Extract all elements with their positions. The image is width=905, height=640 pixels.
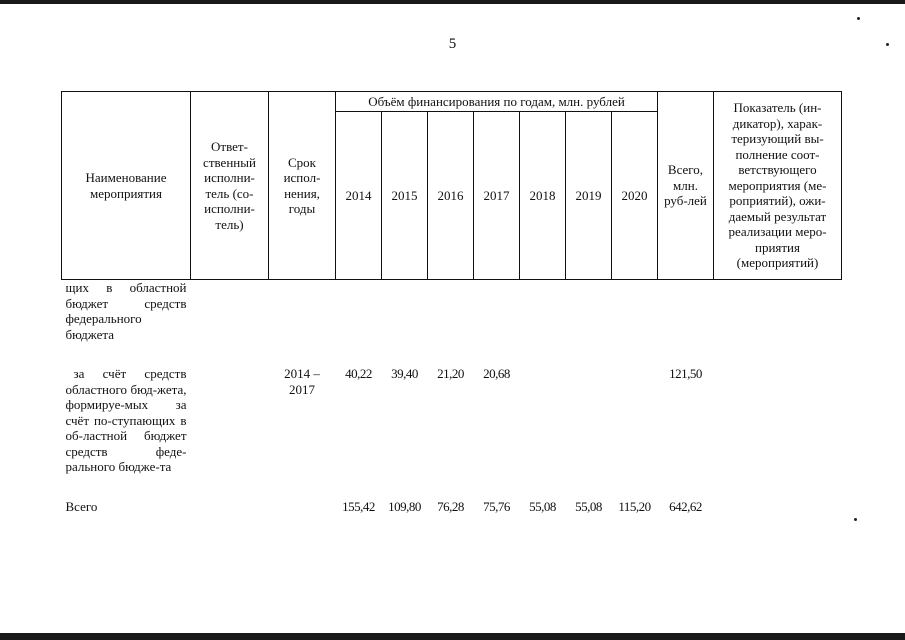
row-executor bbox=[191, 280, 269, 343]
table-row bbox=[62, 366, 842, 475]
row-value-2020 bbox=[612, 366, 658, 475]
header-year-2017: 2017 bbox=[474, 112, 520, 280]
financing-table bbox=[61, 91, 842, 514]
row-name: щих в областной бюджет средств федерального бюджета bbox=[65, 280, 187, 342]
row-value-2018 bbox=[520, 366, 566, 475]
row-indicator bbox=[714, 280, 842, 343]
scan-speck bbox=[854, 518, 857, 521]
row-spacer bbox=[62, 475, 842, 499]
header-executor: Ответ-ственный исполни-тель (со-исполни-тель) bbox=[191, 92, 269, 280]
row-value-2016: 21,20 bbox=[437, 366, 464, 381]
row-name: Всего bbox=[65, 498, 98, 514]
header-year-2014: 2014 bbox=[336, 112, 382, 280]
row-value-2019 bbox=[566, 366, 612, 475]
row-term bbox=[269, 280, 336, 343]
header-year-2020: 2020 bbox=[612, 112, 658, 280]
row-value-2014: 155,42 bbox=[342, 498, 375, 514]
row-total: 121,50 bbox=[669, 366, 702, 381]
row-value-2015: 109,80 bbox=[388, 498, 421, 514]
row-term bbox=[269, 499, 336, 515]
row-spacer bbox=[62, 342, 842, 366]
row-value-2020: 115,20 bbox=[618, 498, 651, 514]
header-year-2016: 2016 bbox=[428, 112, 474, 280]
scan-speck bbox=[857, 17, 860, 20]
row-value-2019: 55,08 bbox=[575, 498, 602, 514]
page-number: 5 bbox=[448, 36, 457, 52]
header-total: Всего, млн. руб-лей bbox=[658, 92, 714, 280]
row-total: 642,62 bbox=[669, 498, 702, 514]
header-term: Срок испол-нения, годы bbox=[269, 92, 336, 280]
row-name: за счёт средств областного бюд-жета, формируе-мых за счёт по-ступающих в об-ластной бюджет средств феде-рального бюдже-та bbox=[65, 366, 187, 474]
row-value-2017: 20,68 bbox=[483, 366, 510, 381]
scan-border-top bbox=[0, 0, 905, 4]
row-value-2017: 75,76 bbox=[483, 498, 510, 514]
row-executor bbox=[191, 366, 269, 475]
scan-border-bottom bbox=[0, 633, 905, 640]
row-value-2014 bbox=[336, 280, 382, 343]
row-indicator bbox=[714, 366, 842, 475]
row-value-2016 bbox=[428, 280, 474, 343]
row-value-2017 bbox=[474, 280, 520, 343]
row-indicator bbox=[714, 499, 842, 515]
row-value-2020 bbox=[612, 280, 658, 343]
header-indicator: Показатель (ин-дикатор), харак-теризующий вы-полнение соот-ветствующего мероприятия (ме-роприятий), ожи-даемый результат реализации меро-приятия (мероприятий) bbox=[714, 92, 842, 280]
row-value-2018 bbox=[520, 280, 566, 343]
row-value-2014: 40,22 bbox=[345, 366, 372, 381]
header-name: Наименование мероприятия bbox=[62, 92, 191, 280]
header-financing-group: Объём финансирования по годам, млн. рублей bbox=[336, 92, 658, 112]
table-row bbox=[62, 280, 842, 343]
row-value-2015 bbox=[382, 280, 428, 343]
header-year-2019: 2019 bbox=[566, 112, 612, 280]
table-row bbox=[62, 499, 842, 515]
row-term: 2014 – 2017 bbox=[284, 366, 320, 397]
row-value-2018: 55,08 bbox=[529, 498, 556, 514]
header-year-2015: 2015 bbox=[382, 112, 428, 280]
row-executor bbox=[191, 499, 269, 515]
row-value-2015: 39,40 bbox=[391, 366, 418, 381]
row-value-2016: 76,28 bbox=[437, 498, 464, 514]
row-total bbox=[658, 280, 714, 343]
row-value-2019 bbox=[566, 280, 612, 343]
header-year-2018: 2018 bbox=[520, 112, 566, 280]
